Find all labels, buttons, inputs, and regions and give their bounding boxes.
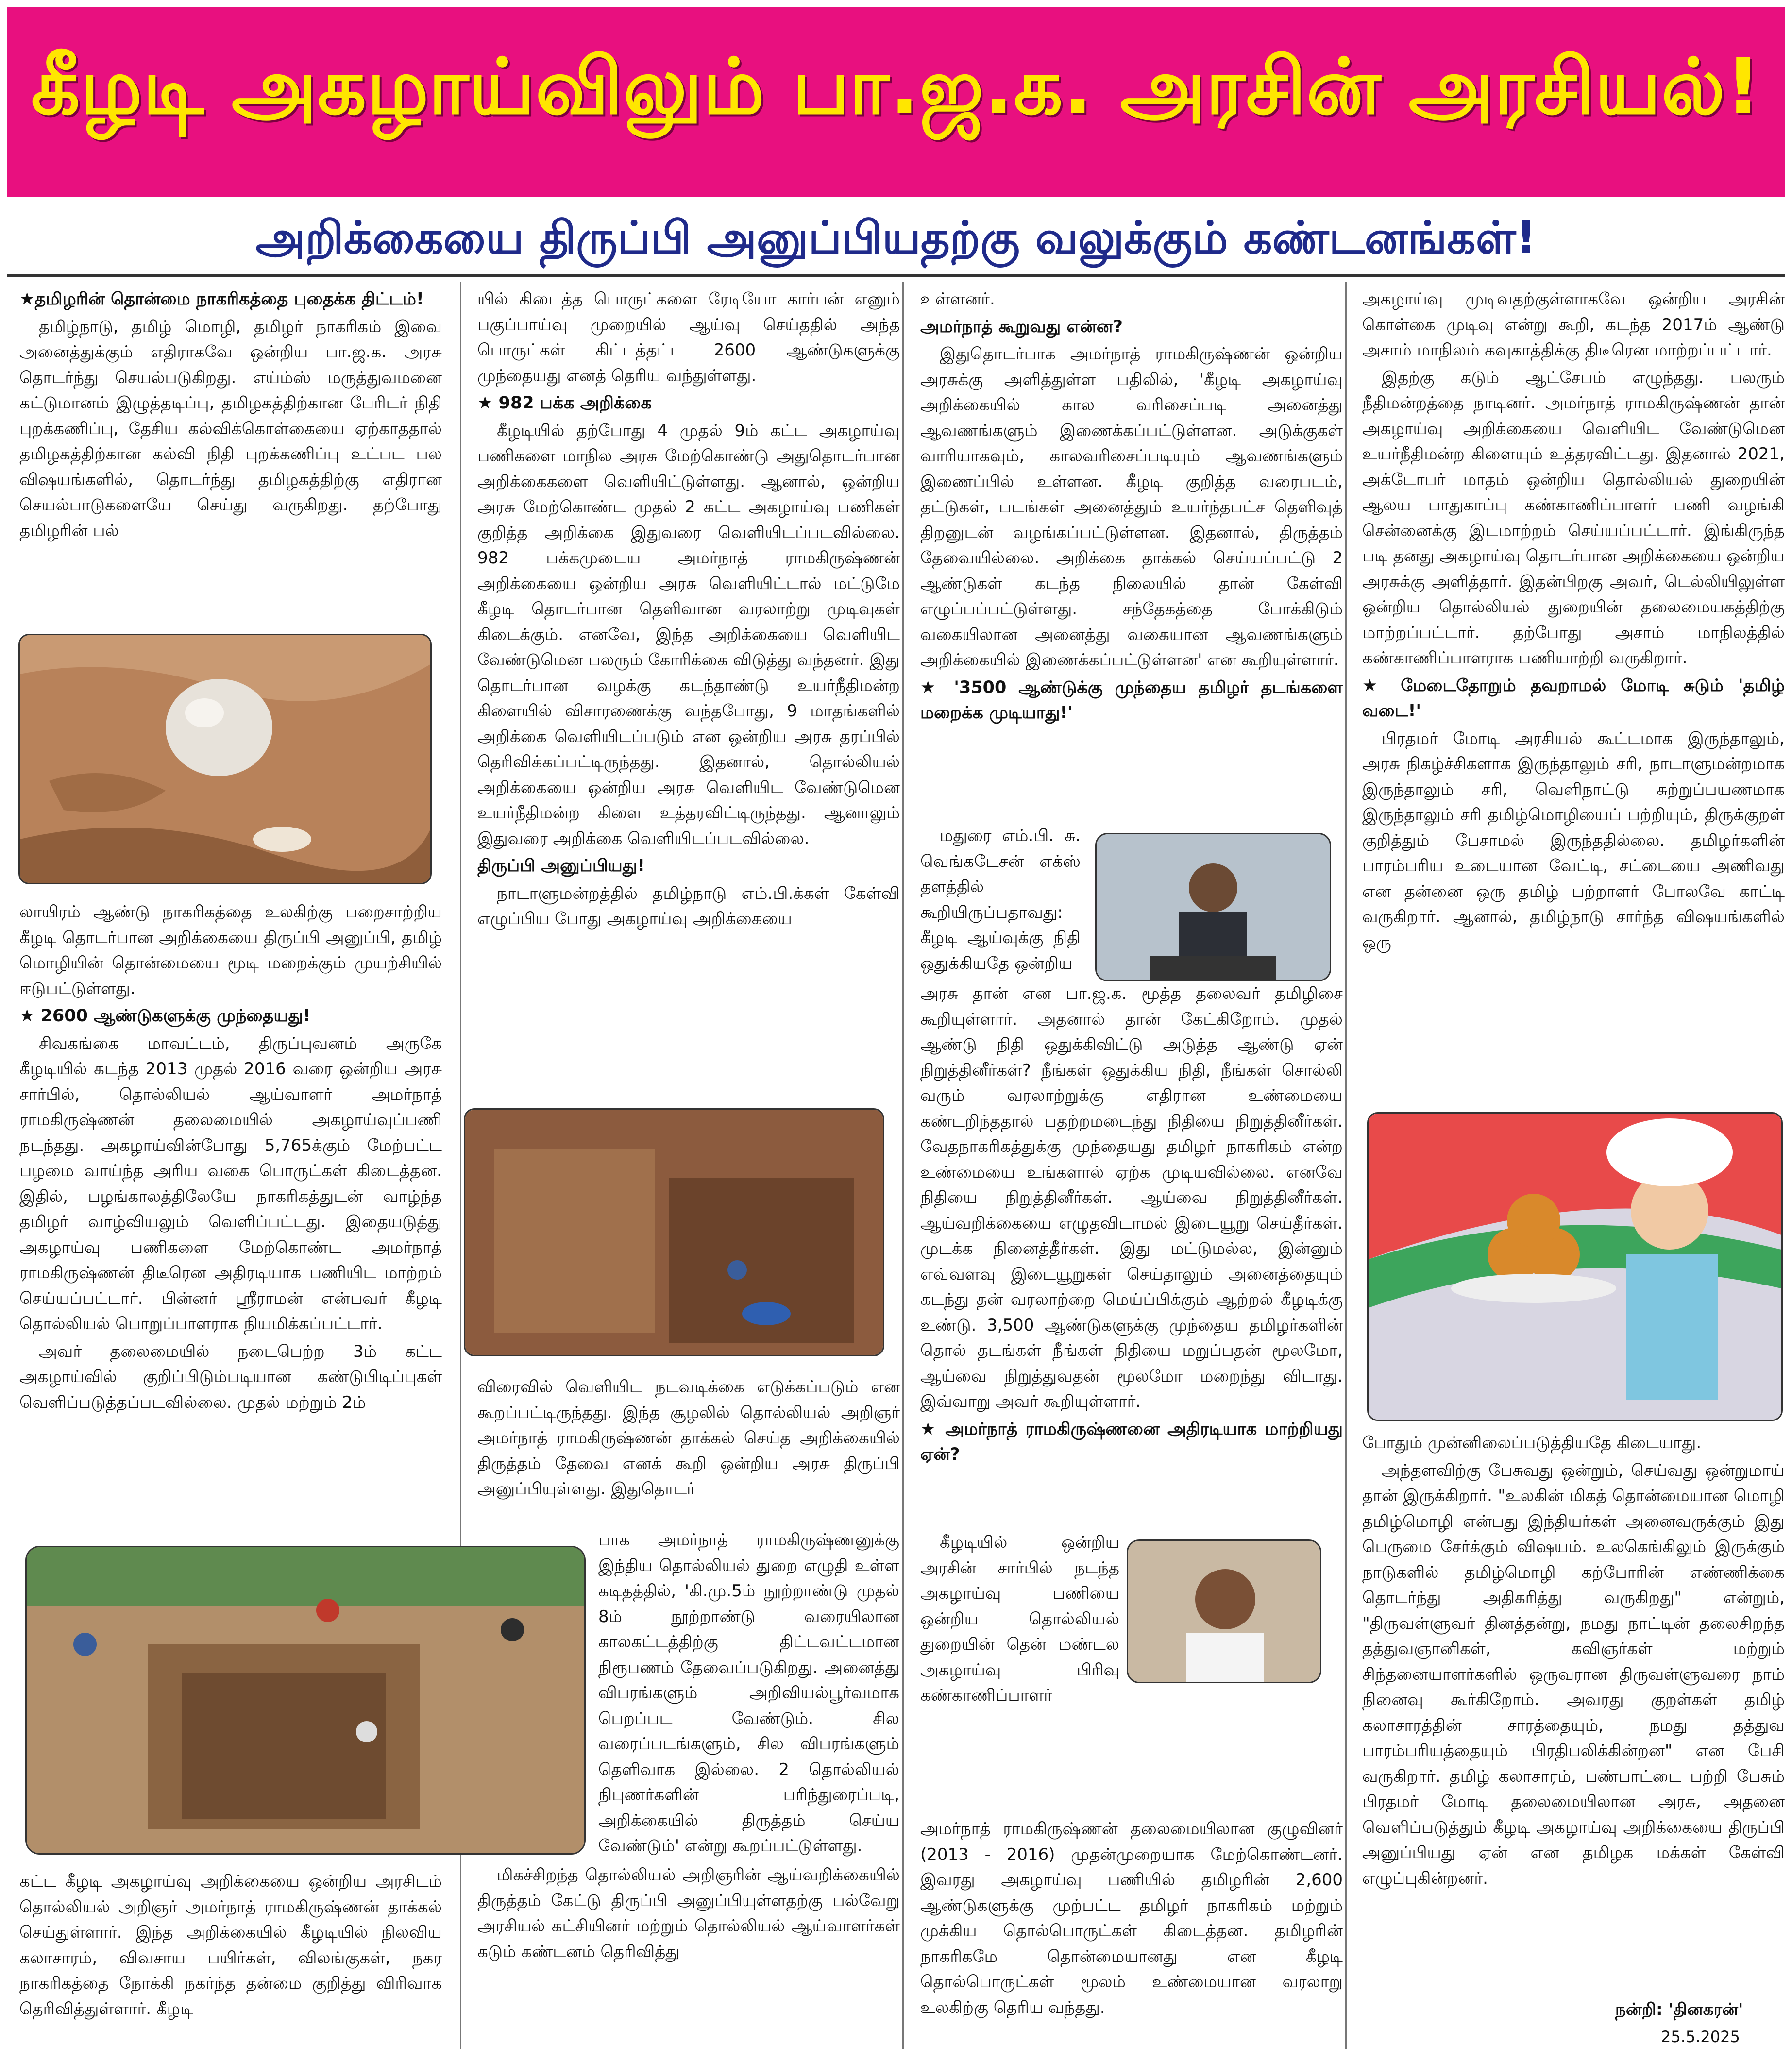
paragraph: அந்தளவிற்கு பேசுவது ஒன்றும், செய்வது ஒன்றுமாய் தான் இருக்கிறார். "உலகின் மிகத் தொன்மையான மொழி தமிழ்மொழி என்பது இந்தியர்கள் அனைவருக்கும் இது பெருமை சேர்க்கும் விஷயம். உலகெங்கிலும் இருக்கும் நாடுகளில் தமிழ்மொழி கற்போரின் எண்ணிக்கை தொடர்ந்து அதிகரித்து வருகிறது" என்றும், "திருவள்ளுவர் தினத்தன்று, நமது நாட்டின் தலைசிறந்த தத்துவஞானிகள், கவிஞர்கள் மற்றும் சிந்தனையாளர்களில் ஒருவரான திருவள்ளுவரை நாம் நினைவு கூர்கிறோம். அவரது குறள்கள் தமிழ் கலாசாரத்தின் சாரத்தையும், நமது தத்துவ பாரம்பரியத்தையும் பிரதிபலிக்கின்றன" என பேசி வருகிறார். தமிழ் கலாசாரம், பண்பாட்டை பற்றி பேசும் பிரதமர் மோடி தலைமையிலான அரசு, அதனை வெளிப்படுத்தும் கீழடி அகழாய்வு அறிக்கையை திருப்பி அனுப்பியது ஏன் என தமிழக மக்கள் கேள்வி எழுப்புகின்றனர்.	[1362, 1460, 1785, 1888]
paragraph: அரசு தான் என பா.ஜ.க. மூத்த தலைவர் தமிழிசை கூறியுள்ளார். அதனால் தான் கேட்கிறோம். முதல் ஆண்டு நிதி ஒதுக்கிவிட்டு அடுத்த ஆண்டு ஏன் நிறுத்தினீர்கள்? நீங்கள் ஒதுக்கிய நிதி, நீங்கள் சொல்லி வரும் வரலாற்றுக்கு எதிரான உண்மையை கண்டறிந்ததால் பதற்றமடைந்து நிதியை நிறுத்தினீர்கள். வேதநாகரிகத்துக்கு முந்தையது தமிழர் நாகரிகம் என்ற உண்மையை உங்களால் ஏற்க முடியவில்லை. எனவே நிதியை நிறுத்தினீர்கள். ஆய்வை நிறுத்தினீர்கள். ஆய்வறிக்கையை எழுதவிடாமல் இடையூறு செய்தீர்கள். முடக்க நினைத்தீர்கள். இது மட்டுமல்ல, இன்னும் எவ்வளவு இடையூறுகள் செய்தாலும் அனைத்தையும் கடந்து தன் வரலாற்றை மெய்ப்பிக்கும் ஆற்றல் கீழடிக்கு உண்டு. 3,500 ஆண்டுகளுக்கு முந்தைய தமிழர்களின் தொல் தடங்கள் நீங்கள் நிதியை மறுப்பதன் மூலமோ, ஆய்வை நிறுத்துவதன் மூலமோ மறைந்து விடாது. இவ்வாறு அவர் கூறியுள்ளார்.	[920, 984, 1343, 1411]
column-3-narrow2	[920, 1530, 1119, 1710]
column-4-cont	[1362, 1430, 1785, 1893]
paragraph: பாக அமர்நாத் ராமகிருஷ்ணனுக்கு இந்திய தொல்லியல் துறை எழுதி உள்ள கடிதத்தில், 'கி.மு.5ம் நூற்றாண்டு முதல் 8ம் நூற்றாண்டு வரையிலான காலகட்டத்திற்கு திட்டவட்டமான நிரூபணம் தேவைப்படுகிறது. அனைத்து விபரங்களும் அறிவியல்பூர்வமாக பெறப்பட வேண்டும். சில வரைப்படங்களும், சில விபரங்களும் தெளிவாக இல்லை. 2 தொல்லியல் நிபுணர்களின் பரிந்துரைப்படி, அறிக்கையில் திருத்தம் செய்ய வேண்டும்' என்று கூறப்பட்டுள்ளது.	[598, 1530, 899, 1856]
sub-headline: அறிக்கையை திருப்பி அனுப்பியதற்கு வலுக்கும் கண்டனங்கள்!	[255, 212, 1537, 264]
column-divider	[1345, 282, 1347, 2049]
paragraph: கீழடியில் ஒன்றிய அரசின் சார்பில் நடந்த அகழாய்வு பணியை ஒன்றிய தொல்லியல் துறையின் தென் மண்டல அகழாய்வு பிரிவு கண்காணிப்பாளர்	[920, 1533, 1119, 1705]
publish-date: 25.5.2025	[1661, 2028, 1740, 2046]
section-heading: ★ '3500 ஆண்டுக்கு முந்தைய தமிழர் தடங்களை மறைக்க முடியாது!'	[920, 677, 1343, 723]
column-1-cont	[19, 899, 442, 1417]
pit-image	[465, 1110, 883, 1355]
cartoon-illustration	[1367, 1112, 1783, 1421]
column-4	[1362, 287, 1785, 957]
speaker-photo	[1095, 833, 1331, 981]
section-heading: திருப்பி அனுப்பியது!	[477, 856, 645, 876]
column-2	[477, 287, 900, 934]
column-3-cont	[920, 981, 1343, 1470]
cartoon-image	[1369, 1114, 1781, 1420]
paragraph: கீழடியில் தற்போது 4 முதல் 9ம் கட்ட அகழாய்வு பணிகளை மாநில அரசு மேற்கொண்டு அதுதொடர்பான அறிக்கைகளை வெளியிட்டுள்ளது. ஆனால், ஒன்றிய அரசு மேற்கொண்ட முதல் 2 கட்ட அகழாய்வு பணிகள் குறித்த அறிக்கை இதுவரை வெளியிடப்படவில்லை. 982 பக்கமுடைய அமர்நாத் ராமகிருஷ்ணன் அறிக்கையை ஒன்றிய அரசு வெளியிட்டால் மட்டுமே கீழடி தொடர்பான தெளிவான வரலாற்று முடிவுகள் கிடைக்கும். எனவே, இந்த அறிக்கையை வெளியிட வேண்டுமென பலரும் கோரிக்கை விடுத்து வந்தனர். இது தொடர்பான வழக்கு கடந்தாண்டு உயர்நீதிமன்ற கிளையில் விசாரணைக்கு வந்தபோது, 9 மாதங்களில் அறிக்கை வெளியிடப்படும் என ஒன்றிய அரசு தரப்பில் தெரிவிக்கப்பட்டிருந்தது. இதனால், தொல்லியல் அறிக்கையை ஒன்றிய அரசு வெளியிட வேண்டுமென உயர்நீதிமன்ற கிளை உத்தரவிட்டிருந்தது. ஆனாலும் இதுவரை அறிக்கை வெளியிடப்படவில்லை.	[477, 421, 900, 848]
section-heading: ★ மேடைதோறும் தவறாமல் மோடி சுடும் 'தமிழ் வடை!'	[1362, 676, 1785, 721]
paragraph: சிவகங்கை மாவட்டம், திருப்புவனம் அருகே கீழடியில் கடந்த 2013 முதல் 2016 வரை ஒன்றிய அரசு சார்பில், தொல்லியல் ஆய்வாளர் அமர்நாத் ராமகிருஷ்ணன் தலைமையில் அகழாய்வுப்பணி நடந்தது. அகழாய்வின்போது 5,765க்கும் மேற்பட்ட பழமை வாய்ந்த அரிய வகை பொருட்கள் கிடைத்தன. இதில், பழங்காலத்திலேயே நாகரிகத்துடன் வாழ்ந்த தமிழர் வாழ்வியலும் வெளிப்பட்டது. இதையடுத்து அகழாய்வு பணிகளை மேற்கொண்ட அமர்நாத் ராமகிருஷ்ணன் திடீரென அதிரடியாக பணியிட மாற்றம் செய்யப்பட்டார். பின்னர் ஸ்ரீராமன் என்பவர் கீழடி தொல்லியல் பொறுப்பாளராக நியமிக்கப்பட்டார்.	[19, 1033, 442, 1334]
portrait-image	[1128, 1541, 1320, 1682]
paragraph: விரைவில் வெளியிட நடவடிக்கை எடுக்கப்படும் என கூறப்பட்டிருந்தது. இந்த சூழலில் தொல்லியல் அறிஞர் அமர்நாத் ராமகிருஷ்ணன் தாக்கல் செய்த அறிக்கையில் திருத்தம் தேவை எனக் கூறி ஒன்றிய அரசு திருப்பி அனுப்பியுள்ளது. இதுதொடர்	[477, 1377, 900, 1499]
paragraph: அமர்நாத் ராமகிருஷ்ணன் தலைமையிலான குழுவினர் (2013 - 2016) முதன்முறையாக மேற்கொண்டனர். இவரது அகழாய்வு பணியில் தமிழரின் 2,600 ஆண்டுகளுக்கு முற்பட்ட தமிழர் நாகரிகம் மற்றும் முக்கிய தொல்பொருட்கள் கிடைத்தன. தமிழரின் நாகரிகமே தொன்மையானது என கீழடி தொல்பொருட்கள் மூலம் உண்மையான வரலாறு உலகிற்கு தெரிய வந்தது.	[920, 1819, 1343, 2017]
excavation-site-photo	[25, 1546, 586, 1855]
column-2-narrow	[598, 1527, 899, 1861]
column-3-narrow	[920, 823, 1081, 978]
urn-image	[20, 635, 430, 883]
paragraph: லாயிரம் ஆண்டு நாகரிகத்தை உலகிற்கு பறைசாற்றிய கீழடி தொடர்பான அறிக்கையை திருப்பி அனுப்பி, தமிழ் மொழியின் தொன்மையை மூடி மறைக்கும் முயற்சியில் ஈடுபட்டுள்ளது.	[19, 902, 442, 998]
headline-title: கீழடி அகழாய்விலும் பா.ஜ.க. அரசின் அரசியல்!	[31, 42, 1761, 132]
paragraph: யில் கிடைத்த பொருட்களை ரேடியோ கார்பன் எனும் பகுப்பாய்வு முறையில் ஆய்வு செய்ததில் அந்த பொருட்கள் கிட்டத்தட்ட 2600 ஆண்டுகளுக்கு முந்தையது எனத் தெரிய வந்துள்ளது.	[477, 289, 900, 386]
paragraph: மதுரை எம்.பி. சு. வெங்கடேசன் எக்ஸ் தளத்தில் கூறியிருப்பதாவது: கீழடி ஆய்வுக்கு நிதி ஒதுக்கியதே ஒன்றிய	[920, 826, 1081, 973]
paragraph: அகழாய்வு முடிவதற்குள்ளாகவே ஒன்றிய அரசின் கொள்கை முடிவு என்று கூறி, கடந்த 2017ம் ஆண்டு அசாம் மாநிலம் கவுகாத்திக்கு திடீரென மாற்றப்பட்டார்.	[1362, 289, 1785, 360]
speaker-image	[1097, 834, 1330, 980]
portrait-photo	[1127, 1539, 1321, 1683]
column-2-cont	[477, 1374, 900, 1504]
column-1	[19, 287, 442, 545]
header-rule	[7, 274, 1785, 277]
paragraph: இதுதொடர்பாக அமர்நாத் ராமகிருஷ்ணன் ஒன்றிய அரசுக்கு அளித்துள்ள பதிலில், 'கீழடி அகழாய்வு அறிக்கையில் கால வரிசைப்படி அனைத்து ஆவணங்களும் இணைக்கப்பட்டுள்ளன. அடுக்குகள் வாரியாகவும், காலவரிசைப்படியும் ஆவணங்களும் இணைப்பில் உள்ளன. கீழடி குறித்த வரைபடம், தட்டுகள், படங்கள் அனைத்தும் உயர்ந்தபட்ச தெளிவுத் திறனுடன் வழங்கப்பட்டுள்ளன. இதனால், திருத்தம் தேவையில்லை. அறிக்கை தாக்கல் செய்யப்பட்டு 2 ஆண்டுகள் கடந்த நிலையில் தான் கேள்வி எழுப்பப்பட்டுள்ளது. சந்தேகத்தை போக்கிடும் வகையிலான அனைத்து வகையான ஆவணங்களும் அறிக்கையில் இணைக்கப்பட்டுள்ளன' என கூறியுள்ளார்.	[920, 344, 1343, 670]
paragraph: நாடாளுமன்றத்தில் தமிழ்நாடு எம்.பி.க்கள் கேள்வி எழுப்பிய போது அகழாய்வு அறிக்கையை	[477, 883, 900, 929]
paragraph: இதற்கு கடும் ஆட்சேபம் எழுந்தது. பலரும் நீதிமன்றத்தை நாடினர். அமர்நாத் ராமகிருஷ்ணன் தான் அகழாய்வு அறிக்கையை வெளியிட வேண்டுமென உயர்நீதிமன்ற கிளையும் உத்தரவிட்டது. இதனால் 2021, அக்டோபர் மாதம் ஒன்றிய தொல்லியல் துறையின் ஆலய பாதுகாப்பு கண்காணிப்பாளர் பணி வழங்கி சென்னைக்கு இடமாற்றம் செய்யப்பட்டார். இங்கிருந்த படி தனது அகழாய்வு தொடர்பான அறிக்கையை ஒன்றிய அரசுக்கு அளித்தார். இதன்பிறகு அவர், டெல்லியிலுள்ள ஒன்றிய தொல்லியல் துறையின் தலைமையகத்திற்கு மாற்றப்பட்டார். தற்போது அசாம் மாநிலத்தில் கண்காணிப்பாளராக பணியாற்றி வருகிறார்.	[1362, 368, 1785, 668]
paragraph: அவர் தலைமையில் நடைபெற்ற 3ம் கட்ட அகழாய்வில் குறிப்பிடும்படியான கண்டுபிடிப்புகள் வெளிப்படுத்தப்படவில்லை. முதல் மற்றும் 2ம்	[19, 1341, 442, 1412]
column-divider	[902, 282, 904, 2049]
paragraph: மிகச்சிறந்த தொல்லியல் அறிஞரின் ஆய்வறிக்கையில் திருத்தம் கேட்டு திருப்பி அனுப்பியுள்ளதற்கு பல்வேறு அரசியல் கட்சியினர் மற்றும் தொல்லியல் ஆய்வாளர்கள் கடும் கண்டனம் தெரிவித்து	[477, 1865, 900, 1961]
paragraph: தமிழ்நாடு, தமிழ் மொழி, தமிழர் நாகரிகம் இவை அனைத்துக்கும் எதிராகவே ஒன்றிய பா.ஜ.க. அரசு தொடர்ந்து செயல்படுகிறது. எய்ம்ஸ் மருத்துவமனை கட்டுமானம் இழுத்தடிப்பு, தமிழகத்திற்கான பேரிடர் நிதி புறக்கணிப்பு, தேசிய கல்விக்கொள்கையை ஏற்காததால் தமிழகத்திற்கான கல்வி நிதி புறக்கணிப்பு உட்பட பல விஷயங்களில், தொடர்ந்து தமிழகத்திற்கு எதிரான செயல்பாடுகளையே செய்து வருகிறது. தற்போது தமிழரின் பல்	[19, 317, 442, 541]
excavation-image	[27, 1547, 584, 1853]
headline-banner	[7, 7, 1785, 197]
section-heading: ★தமிழரின் தொன்மை நாகரிகத்தை புதைக்க திட்டம்!	[19, 289, 424, 309]
column-3	[920, 287, 1343, 728]
section-heading: ★ 982 பக்க அறிக்கை	[477, 393, 652, 413]
paragraph: கட்ட கீழடி அகழாய்வு அறிக்கையை ஒன்றிய அரசிடம் தொல்லியல் அறிஞர் அமர்நாத் ராமகிருஷ்ணன் தாக்கல் செய்துள்ளார். இந்த அறிக்கையில் கீழடியில் நிலவிய கலாசாரம், விவசாய பயிர்கள், விலங்குகள், நகர நாகரிகத்தை நோக்கி நகர்ந்த தன்மை குறித்து விரிவாக தெரிவித்துள்ளார். கீழடி	[19, 1872, 442, 2019]
source-credit: நன்றி: 'தினகரன்'	[1615, 2000, 1743, 2019]
column-3-end	[920, 1816, 1343, 2022]
column-1-end	[19, 1869, 442, 2024]
paragraph: உள்ளனர்.	[920, 289, 995, 309]
section-heading: ★ 2600 ஆண்டுகளுக்கு முந்தையது!	[19, 1006, 311, 1026]
paragraph: பிரதமர் மோடி அரசியல் கூட்டமாக இருந்தாலும், அரசு நிகழ்ச்சிகளாக இருந்தாலும் சரி, நாடாளுமன்றமாக இருந்தாலும் சரி, வெளிநாட்டு சுற்றுப்பயணமாக இருந்தாலும் சரி தமிழ்மொழியைப் பற்றியும், திருக்குறள் குறித்தும் பேசாமல் இருந்ததில்லை. தமிழர்களின் பாரம்பரிய உடையான வேட்டி, சட்டையை அணிவது என தன்னை ஒரு தமிழ் பற்றாளர் போலவே காட்டி வருகிறார். ஆனால், தமிழ்நாடு சார்ந்த விஷயங்களில் ஒரு	[1362, 728, 1785, 952]
section-heading: அமர்நாத் கூறுவது என்ன?	[920, 317, 1123, 337]
section-heading: ★ அமர்நாத் ராமகிருஷ்ணனை அதிரடியாக மாற்றியது ஏன்?	[920, 1419, 1343, 1464]
column-2-end	[477, 1862, 900, 1966]
artifact-photo	[18, 634, 432, 884]
excavation-pit-photo	[464, 1108, 884, 1356]
paragraph: போதும் முன்னிலைப்படுத்தியதே கிடையாது.	[1362, 1433, 1702, 1453]
